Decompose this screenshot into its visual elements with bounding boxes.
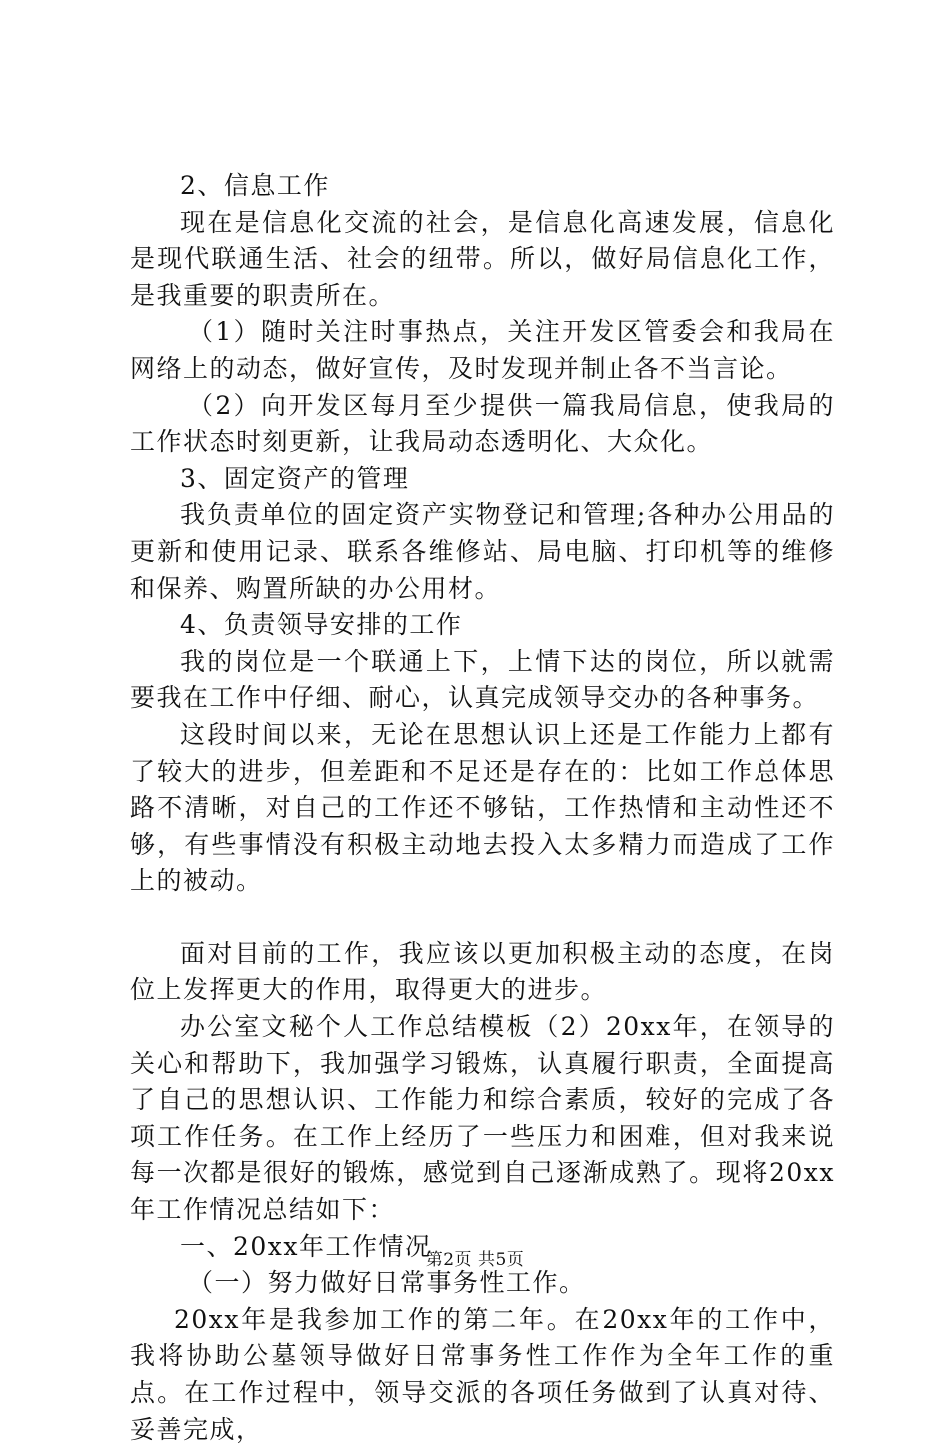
paragraph: （1）随时关注时事热点，关注开发区管委会和我局在网络上的动态，做好宣传，及时发现并制止各不当言论。 <box>130 317 835 383</box>
blank-line <box>130 900 835 936</box>
paragraph: （2）向开发区每月至少提供一篇我局信息，使我局的工作状态时刻更新，让我局动态透明化、大众化。 <box>130 390 835 457</box>
paragraph: 20xx年是我参加工作的第二年。在20xx年的工作中，我将协助公墓领导做好日常事务性工作作为全年工作的重点。在工作过程中，领导交派的各项任务做到了认真对待、妥善完成， <box>130 1304 835 1444</box>
paragraph: 这段时间以来，无论在思想认识上还是工作能力上都有了较大的进步，但差距和不足还是存在的：比如工作总体思路不清晰，对自己的工作还不够钻，工作热情和主动性还不够，有些事情没有积极主动地去投入太多精力而造成了工作上的被动。 <box>130 719 835 896</box>
page-footer: 第2页 共5页 <box>425 1250 525 1270</box>
paragraph: 我负责单位的固定资产实物登记和管理;各种办公用品的更新和使用记录、联系各维修站、局电脑、打印机等的维修和保养、购置所缺的办公用材。 <box>130 500 835 603</box>
paragraph: 我的岗位是一个联通上下，上情下达的岗位，所以就需要我在工作中仔细、耐心，认真完成领导交办的各种事务。 <box>130 646 835 713</box>
paragraph: 面对目前的工作，我应该以更加积极主动的态度，在岗位上发挥更大的作用，取得更大的进步。 <box>130 938 835 1005</box>
section-heading: 4、负责领导安排的工作 <box>180 610 463 640</box>
subsection-heading: （一）努力做好日常事务性工作。 <box>188 1268 586 1298</box>
paragraph: 办公室文秘个人工作总结模板（2）20xx年，在领导的关心和帮助下，我加强学习锻炼，认真履行职责，全面提高了自己的思想认识、工作能力和综合素质，较好的完成了各项工作任务。在工作上经历了一些压力和困难，但对我来说每一次都是很好的锻炼，感觉到自己逐渐成熟了。现将20xx年工作情况总结如下： <box>130 1012 835 1225</box>
paragraph: 现在是信息化交流的社会，是信息化高速发展，信息化是现代联通生活、社会的纽带。所以，做好局信息化工作，是我重要的职责所在。 <box>130 207 835 310</box>
section-heading: 2、信息工作 <box>180 171 330 200</box>
section-heading: 一、20xx年工作情况 <box>180 1231 432 1261</box>
section-heading: 3、固定资产的管理 <box>180 463 410 493</box>
